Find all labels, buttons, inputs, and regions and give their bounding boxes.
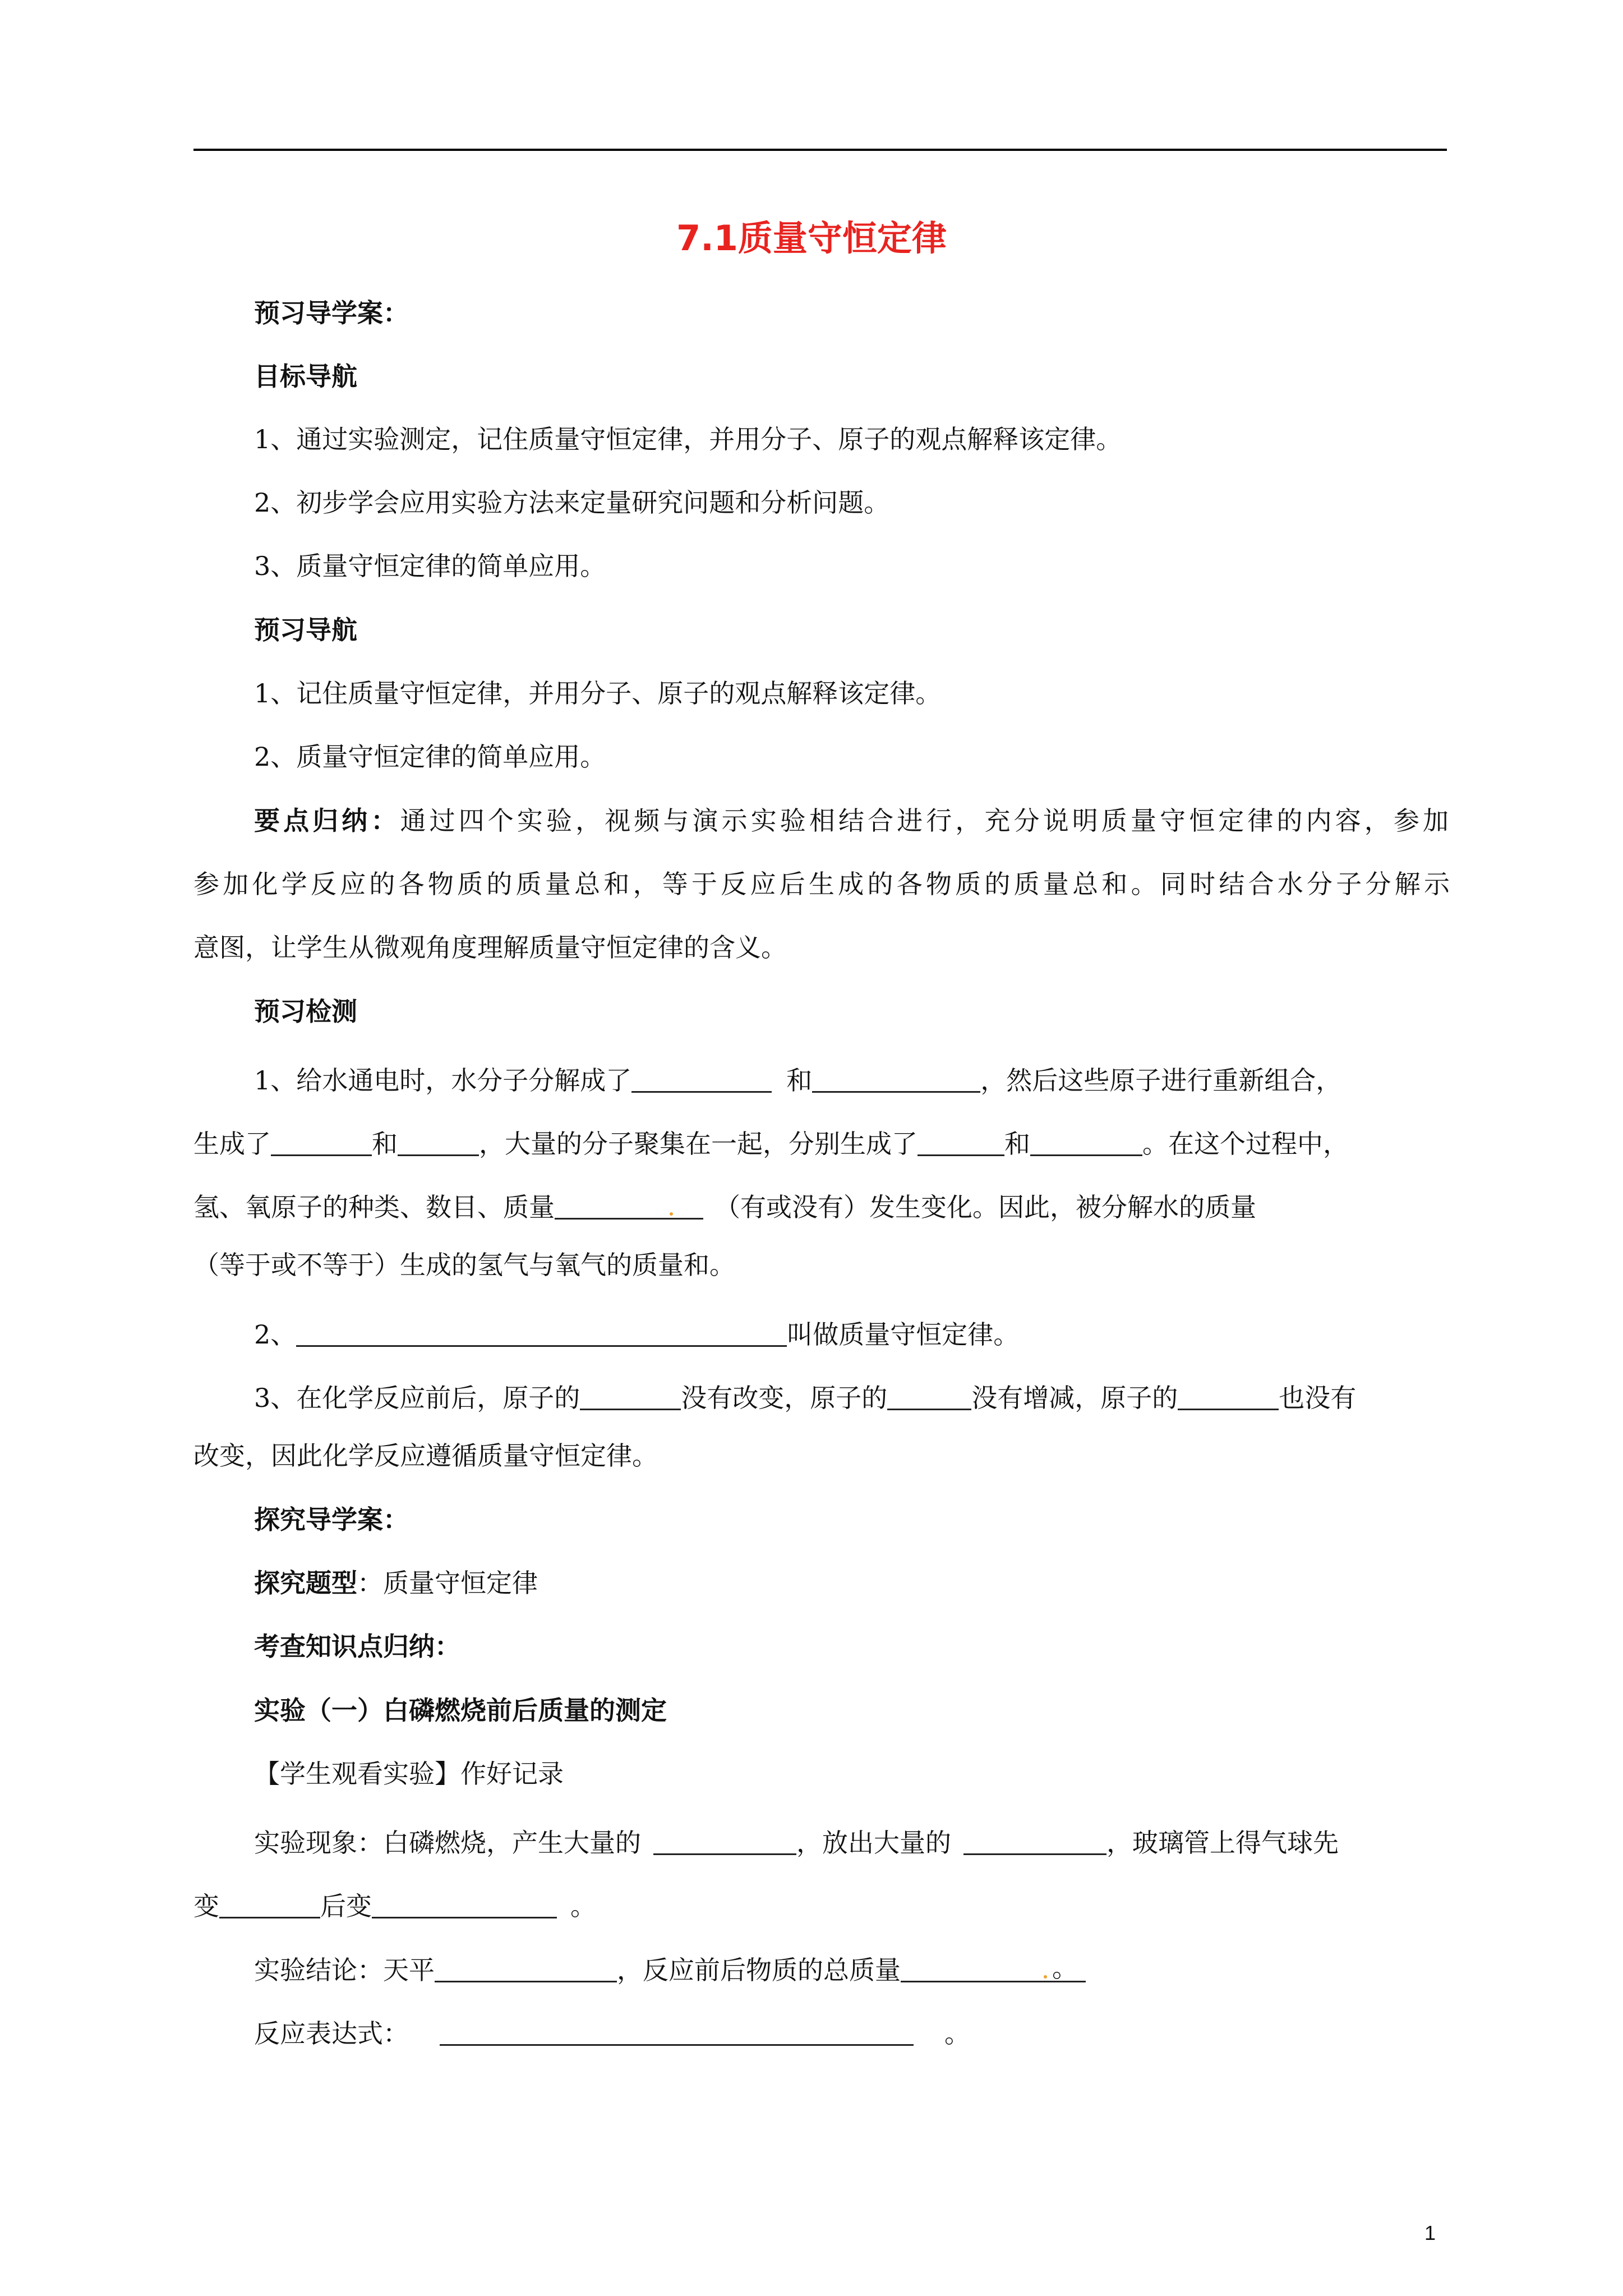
- answer-blank[interactable]: [917, 1129, 1004, 1156]
- answer-blank[interactable]: [219, 1891, 320, 1918]
- knowledge-heading: 考查知识点归纳：: [254, 1631, 460, 1662]
- section-heading-preview: 预习导学案：: [254, 298, 409, 328]
- reaction-line: [254, 2015, 970, 2049]
- q1-text-a: 1、给水通电时，水分子分解成了: [254, 1065, 632, 1096]
- answer-blank[interactable]: [372, 1891, 557, 1918]
- experiment-heading: 实验（一）白磷燃烧前后质量的测定: [254, 1695, 667, 1726]
- check-heading: 预习检测: [254, 996, 357, 1027]
- q3-text-b: 没有改变，原子的: [681, 1383, 888, 1413]
- phenomenon-text-e: 后变: [320, 1891, 372, 1921]
- q1-text-f: ，大量的分子聚集在一起，分别生成了: [479, 1129, 917, 1159]
- q1-text-j: （有或没有）发生变化。因此，被分解水的质量: [714, 1192, 1256, 1222]
- answer-blank[interactable]: [901, 1955, 1086, 1982]
- q3-text-a: 3、在化学反应前后，原子的: [254, 1383, 580, 1413]
- answer-blank[interactable]: [398, 1129, 479, 1156]
- answer-blank[interactable]: [435, 1955, 617, 1982]
- key-points-label: 要点归纳：: [254, 806, 400, 836]
- goal-item-1: 1、通过实验测定，记住质量守恒定律，并用分子、原子的观点解释该定律。: [254, 424, 1122, 454]
- preview-heading: 预习导航: [254, 615, 357, 645]
- q1-text-g: 和: [1004, 1129, 1030, 1159]
- key-points-line-1: [254, 808, 1449, 834]
- answer-blank[interactable]: [631, 1065, 772, 1093]
- goal-heading: 目标导航: [254, 361, 357, 392]
- question-1-line-2: [193, 1125, 1349, 1157]
- conclusion-text-b: ，反应前后物质的总质量: [617, 1955, 901, 1985]
- conclusion-line: [254, 1952, 1086, 1983]
- q1-text-h: 。在这个过程中，: [1142, 1129, 1349, 1159]
- question-3-line-1: [254, 1379, 1356, 1411]
- page-title: 7.1质量守恒定律: [676, 218, 947, 259]
- preview-item-1: 1、记住质量守恒定律，并用分子、原子的观点解释该定律。: [254, 678, 942, 708]
- phenomenon-line-1: [254, 1824, 1339, 1856]
- phenomenon-line-2: [193, 1888, 596, 1919]
- watch-instruction: 【学生观看实验】作好记录: [254, 1759, 564, 1789]
- answer-blank[interactable]: [1030, 1129, 1142, 1156]
- question-2: [254, 1316, 1020, 1350]
- explore-type-label: 探究题型: [254, 1568, 357, 1598]
- question-1-line-1: [254, 1062, 1342, 1096]
- answer-blank[interactable]: [812, 1065, 980, 1093]
- goal-item-2: 2、初步学会应用实验方法来定量研究问题和分析问题。: [254, 487, 890, 518]
- question-1-line-3: [193, 1189, 1256, 1220]
- answer-blank[interactable]: [1178, 1383, 1279, 1410]
- goal-item-3: 3、质量守恒定律的简单应用。: [254, 551, 606, 581]
- answer-blank[interactable]: [963, 1828, 1106, 1855]
- q2-text-a: 2、: [254, 1319, 297, 1350]
- header-rule: [193, 149, 1447, 151]
- q1-text-e: 和: [372, 1129, 398, 1159]
- q1-text-d: 生成了: [193, 1129, 271, 1159]
- question-3-line-2: 改变，因此化学反应遵循质量守恒定律。: [193, 1441, 658, 1471]
- key-points-text-1: 通过四个实验，视频与演示实验相结合进行，充分说明质量守恒定律的内容，参加: [400, 806, 1449, 836]
- phenomenon-text-b: ，放出大量的: [796, 1828, 951, 1858]
- page-number: 1: [1424, 2221, 1436, 2244]
- q3-text-d: 也没有: [1279, 1383, 1357, 1413]
- answer-blank[interactable]: [580, 1383, 681, 1410]
- answer-blank[interactable]: [440, 2018, 914, 2046]
- reaction-end: 。: [944, 2018, 970, 2049]
- explore-type: [254, 1570, 538, 1596]
- q3-text-c: 没有增减，原子的: [971, 1383, 1178, 1413]
- phenomenon-text-f: 。: [570, 1891, 596, 1921]
- answer-blank[interactable]: [271, 1129, 372, 1156]
- q1-text-c: ，然后这些原子进行重新组合，: [980, 1065, 1342, 1096]
- key-points-line-3: 意图，让学生从微观角度理解质量守恒定律的含义。: [193, 932, 787, 963]
- key-points-line-2: 参加化学反应的各物质的质量总和，等于反应后生成的各物质的质量总和。同时结合水分子分解示: [193, 869, 1450, 899]
- answer-blank[interactable]: [296, 1319, 787, 1347]
- answer-blank[interactable]: [653, 1828, 796, 1855]
- phenomenon-text-d: 变: [193, 1891, 219, 1921]
- q1-text-b: 和: [786, 1065, 813, 1096]
- preview-item-2: 2、质量守恒定律的简单应用。: [254, 742, 606, 772]
- question-1-line-4: （等于或不等于）生成的氢气与氧气的质量和。: [193, 1250, 735, 1280]
- q2-text-b: 叫做质量守恒定律。: [787, 1319, 1020, 1350]
- answer-blank[interactable]: [555, 1192, 703, 1220]
- explore-type-value: ：质量守恒定律: [357, 1568, 538, 1598]
- phenomenon-text-a: 实验现象：白磷燃烧，产生大量的: [254, 1828, 641, 1858]
- conclusion-text-a: 实验结论：天平: [254, 1955, 435, 1985]
- conclusion-text-c: 。: [1052, 1953, 1078, 1983]
- reaction-label: 反应表达式：: [254, 2018, 409, 2049]
- phenomenon-text-c: ，玻璃管上得气球先: [1106, 1828, 1339, 1858]
- section-heading-explore: 探究导学案：: [254, 1504, 409, 1535]
- answer-blank[interactable]: [887, 1383, 971, 1410]
- q1-text-i: 氢、氧原子的种类、数目、质量: [193, 1192, 555, 1222]
